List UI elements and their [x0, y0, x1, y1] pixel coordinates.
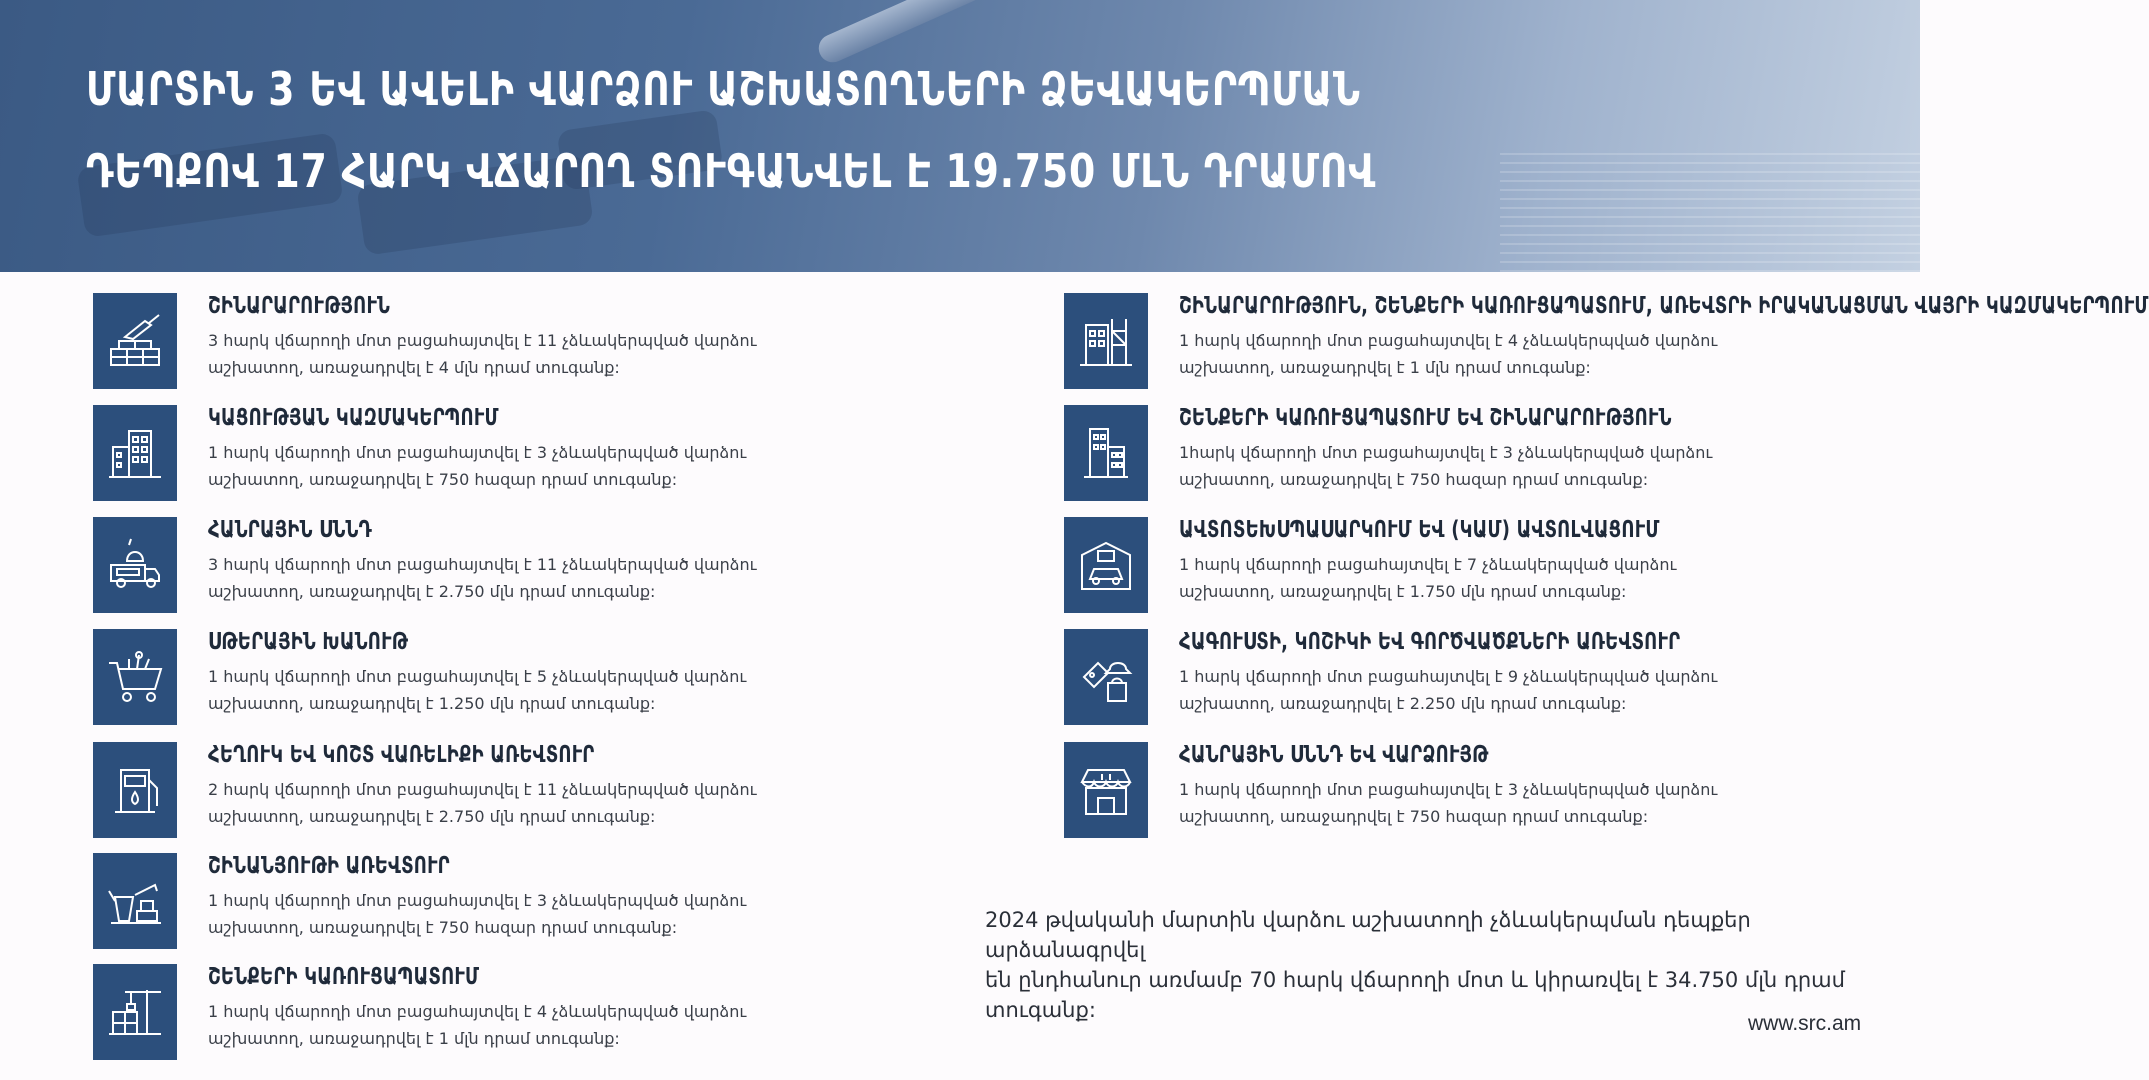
- item-description: 1 հարկ վճարողի բացահայտվել է 7 չձևակերպված վարձու աշխատող, առաջադրվել է 1.750 մլն դրամ տուգանք:: [1179, 555, 1677, 601]
- item-title: ԱՎՏՈՏԵԽՍՊԱՍԱՐԿՈՒՄ ԵՎ (ԿԱՄ) ԱՎՏՈԼՎԱՑՈՒՄ: [1179, 517, 1660, 543]
- item-description: 1 հարկ վճարողի մոտ բացահայտվել է 5 չձևակերպված վարձու աշխատող, առաջադրվել է 1.250 մլն դրամ տուգանք:: [208, 667, 747, 713]
- page-title-line-2: ԴԵՊՔՈՎ 17 ՀԱՐԿ ՎՃԱՐՈՂ ՏՈՒԳԱՆՎԵԼ Է 19.750 ՄԼՆ ԴՐԱՄՈՎ: [86, 144, 1377, 198]
- item-description: 1 հարկ վճարողի մոտ բացահայտվել է 9 չձևակերպված վարձու աշխատող, առաջադրվել է 2.250 մլն դրամ տուգանք:: [1179, 667, 1718, 713]
- item-title: ՀԱԳՈՒՍՏԻ, ԿՈՇԻԿԻ ԵՎ ԳՈՐԾՎԱԾՔՆԵՐԻ ԱՌԵՎՏՈՒՐ: [1179, 629, 1681, 655]
- page-title-line-1: ՄԱՐՏԻՆ 3 ԵՎ ԱՎԵԼԻ ՎԱՐՁՈՒ ԱՇԽԱՏՈՂՆԵՐԻ ՁԵՎԱԿԵՐՊՄԱՆ: [86, 62, 1361, 116]
- item-title: ՇԻՆԱՐԱՐՈՒԹՅՈՒՆ, ՇԵՆՔԵՐԻ ԿԱՌՈՒՑԱՊԱՏՈՒՄ, ԱՌԵՎՏՐԻ ԻՐԱԿԱՆԱՑՄԱՆ ՎԱՅՐԻ ԿԱԶՄԱԿԵՐՊՈՒՄ: [1179, 293, 2149, 319]
- list-item-clothing-trade: [1064, 629, 1914, 725]
- building-materials-icon: [93, 853, 177, 949]
- website-link[interactable]: www.src.am: [1748, 1012, 1862, 1035]
- pen-shape: [814, 0, 1648, 67]
- list-item-trade-store: [93, 629, 933, 725]
- item-description: 1 հարկ վճարողի մոտ բացահայտվել է 3 չձևակերպված վարձու աշխատող, առաջադրվել է 750 հազար դրամ տուգանք:: [1179, 780, 1718, 826]
- list-item-accommodation: [93, 405, 933, 501]
- summary-line-2: են ընդհանուր առմամբ 70 հարկ վճարողի մոտ և կիրառվել է 34.750 մլն դրամ տուգանք:: [985, 968, 1845, 1022]
- car-service-icon: [1064, 517, 1148, 613]
- item-title: ՀԱՆՐԱՅԻՆ ՍՆՆԴ ԵՎ ՎԱՐՁՈՒՅԹ: [1179, 742, 1489, 768]
- item-description: 3 հարկ վճարողի մոտ բացահայտվել է 11 չձևակերպված վարձու աշխատող, առաջադրվել է 2.750 մլն դրամ տուգանք:: [208, 555, 757, 601]
- list-item-car-service: [1064, 517, 1914, 613]
- shopping-cart-icon: [93, 629, 177, 725]
- hotel-building-icon: [93, 405, 177, 501]
- restaurant-icon: [1064, 742, 1148, 838]
- summary-text: [985, 905, 1905, 1025]
- item-title: ԿԱՑՈՒԹՅԱՆ ԿԱԶՄԱԿԵՐՊՈՒՄ: [208, 405, 499, 431]
- item-description: 3 հարկ վճարողի մոտ բացահայտվել է 11 չձևակերպված վարձու աշխատող, առաջադրվել է 4 մլն դրամ տուգանք:: [208, 331, 757, 377]
- item-title: ՇԻՆԱՐԱՐՈՒԹՅՈՒՆ: [208, 293, 391, 319]
- header-banner: [0, 0, 1920, 272]
- list-item-construction: [93, 293, 933, 389]
- list-item-building-materials: [93, 853, 933, 949]
- office-building-icon: [1064, 405, 1148, 501]
- item-description: 2 հարկ վճարողի մոտ բացահայտվել է 11 չձևակերպված վարձու աշխատող, առաջադրվել է 2.750 մլն դրամ տուգանք:: [208, 780, 757, 826]
- item-title: ՇԻՆԱՆՅՈՒԹԻ ԱՌԵՎՏՈՒՐ: [208, 853, 450, 879]
- item-description: 1 հարկ վճարողի մոտ բացահայտվել է 3 չձևակերպված վարձու աշխատող, առաջադրվել է 750 հազար դրամ տուգանք:: [208, 891, 747, 937]
- list-item-building-and-construction: [1064, 405, 1914, 501]
- list-item-construction-trade-place: [1064, 293, 2149, 389]
- item-description: 1 հարկ վճարողի մոտ բացահայտվել է 4 չձևակերպված վարձու աշխատող, առաջադրվել է 1 մլն դրամ տուգանք:: [208, 1002, 747, 1048]
- construction-crane-icon: [93, 964, 177, 1060]
- fuel-station-icon: [93, 742, 177, 838]
- item-title: ՇԵՆՔԵՐԻ ԿԱՌՈՒՑԱՊԱՏՈՒՄ: [208, 964, 480, 990]
- list-item-building-construction: [93, 964, 933, 1060]
- list-item-catering-rent: [1064, 742, 1914, 838]
- clothing-shopping-icon: [1064, 629, 1148, 725]
- item-title: ՇԵՆՔԵՐԻ ԿԱՌՈՒՑԱՊԱՏՈՒՄ ԵՎ ՇԻՆԱՐԱՐՈՒԹՅՈՒՆ: [1179, 405, 1672, 431]
- item-description: 1 հարկ վճարողի մոտ բացահայտվել է 3 չձևակերպված վարձու աշխատող, առաջադրվել է 750 հազար դրամ տուգանք:: [208, 443, 747, 489]
- bricks-trowel-icon: [93, 293, 177, 389]
- scaffold-building-icon: [1064, 293, 1148, 389]
- list-item-public-catering: [93, 517, 933, 613]
- item-description: 1հարկ վճարողի մոտ բացահայտվել է 3 չձևակերպված վարձու աշխատող, առաջադրվել է 750 հազար դրամ տուգանք:: [1179, 443, 1713, 489]
- summary-line-1: 2024 թվականի մարտին վարձու աշխատողի չձևակերպման դեպքեր արձանագրվել: [985, 908, 1751, 962]
- food-truck-icon: [93, 517, 177, 613]
- report-lines-shape: [1500, 150, 1920, 272]
- item-title: ՍԹԵՐԱՅԻՆ ԽԱՆՈՒԹ: [208, 629, 409, 655]
- item-description: 1 հարկ վճարողի մոտ բացահայտվել է 4 չձևակերպված վարձու աշխատող, առաջադրվել է 1 մլն դրամ տուգանք:: [1179, 331, 1718, 377]
- item-title: ՀԱՆՐԱՅԻՆ ՍՆՆԴ: [208, 517, 372, 543]
- list-item-fuel-trade: [93, 742, 933, 838]
- item-title: ՀԵՂՈՒԿ ԵՎ ԿՈՇՏ ՎԱՌԵԼԻՔԻ ԱՌԵՎՏՈՒՐ: [208, 742, 595, 768]
